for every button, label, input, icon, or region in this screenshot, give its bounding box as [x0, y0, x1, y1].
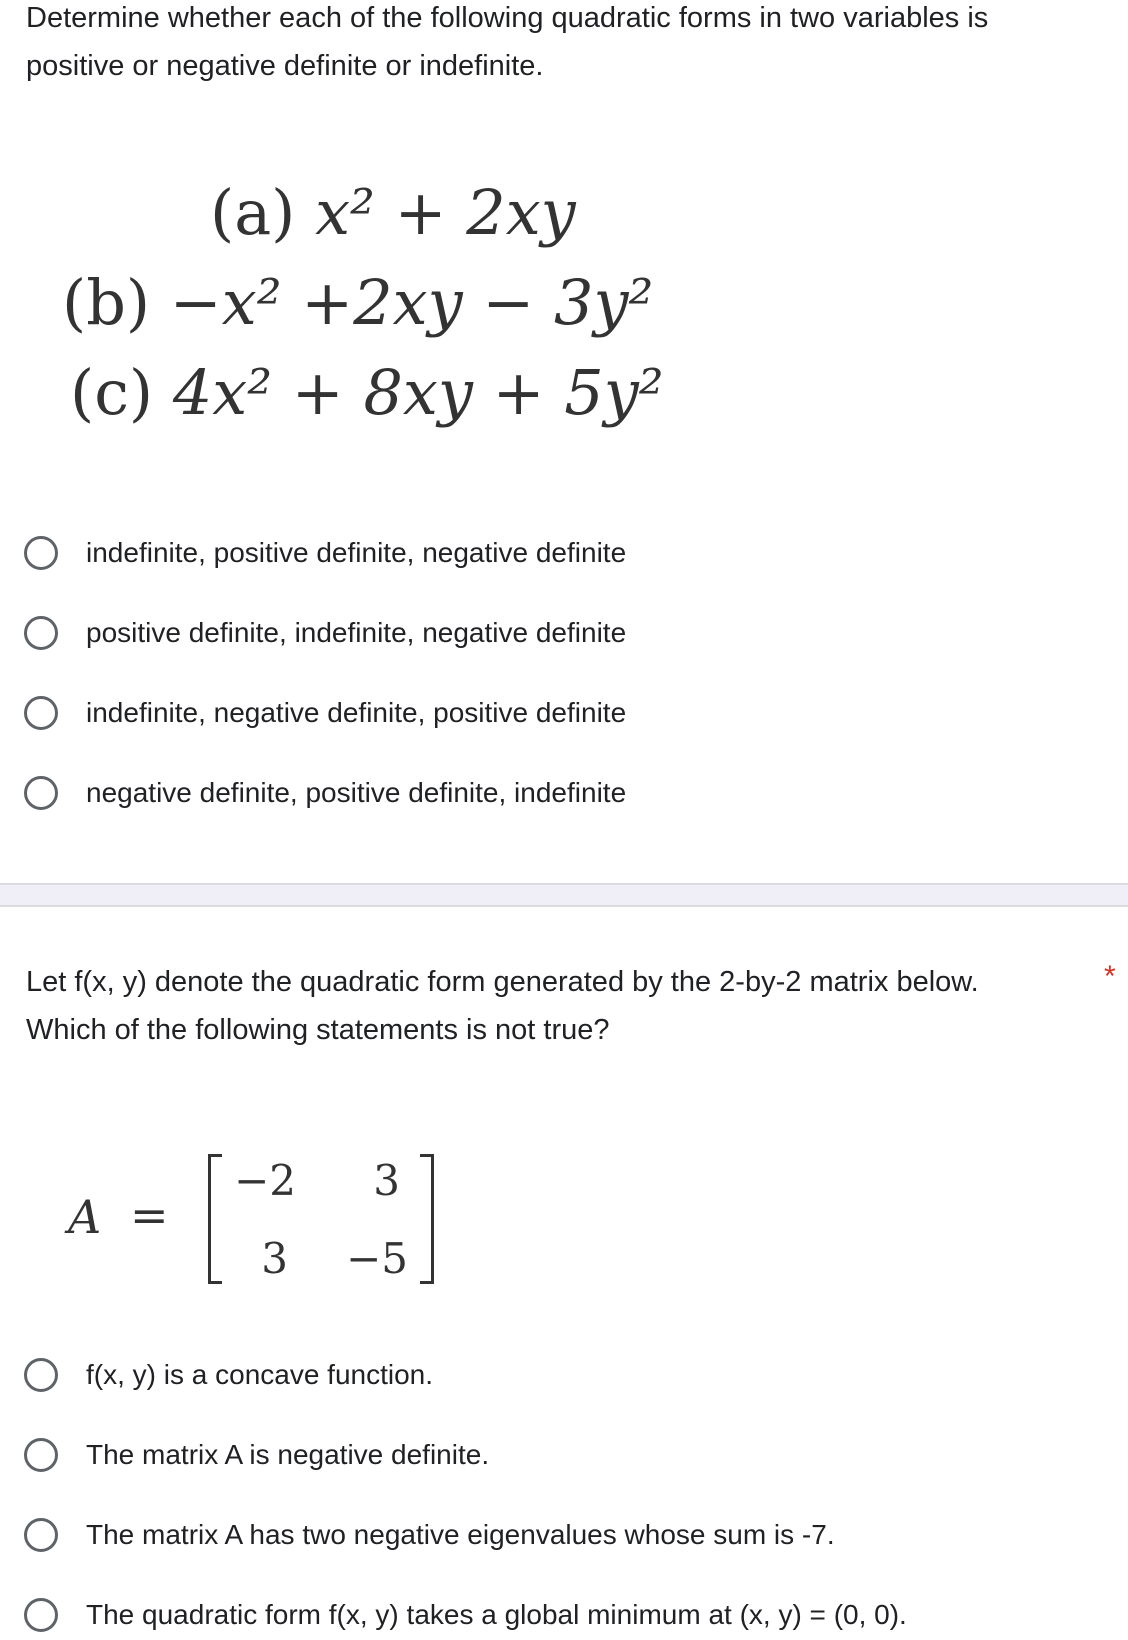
section-divider: [0, 883, 1128, 907]
radio-button[interactable]: [24, 1598, 58, 1632]
q1-option-2-label: positive definite, indefinite, negative definite: [86, 617, 627, 648]
question-2-line-1: Let f(x, y) denote the quadratic form generated by the 2-by-2 matrix below.: [26, 966, 979, 998]
radio-button[interactable]: [24, 776, 58, 810]
radio-button[interactable]: [24, 1518, 58, 1552]
formula-b-expr: −x² +2xy − 3y²: [169, 266, 654, 339]
question-1-line-2: positive or negative definite or indefinite.: [26, 50, 544, 82]
required-asterisk: *: [1104, 960, 1116, 993]
radio-button[interactable]: [24, 616, 58, 650]
formula-b: [62, 266, 654, 339]
radio-button[interactable]: [24, 1438, 58, 1472]
radio-button[interactable]: [24, 536, 58, 570]
q1-option-2[interactable]: [24, 608, 626, 658]
right-bracket: [420, 1154, 434, 1284]
formula-b-label: (b): [62, 266, 151, 339]
q2-option-3[interactable]: [24, 1510, 835, 1560]
radio-button[interactable]: [24, 1358, 58, 1392]
matrix-cell-12: 3: [373, 1156, 400, 1205]
equals-sign: =: [130, 1188, 169, 1242]
formula-a-expr: x² + 2xy: [315, 176, 576, 249]
q2-option-1-label: f(x, y) is a concave function.: [86, 1359, 434, 1390]
matrix-label: A: [68, 1190, 102, 1244]
formula-c-label: (c): [70, 356, 154, 429]
q2-option-1[interactable]: [24, 1350, 433, 1400]
formula-a: [210, 176, 576, 249]
q2-option-3-label: The matrix A has two negative eigenvalues whose sum is -7.: [86, 1519, 835, 1550]
q2-option-4-label: The quadratic form f(x, y) takes a global minimum at (x, y) = (0, 0).: [86, 1599, 907, 1630]
q1-option-4[interactable]: [24, 768, 626, 818]
question-1-text: [26, 0, 988, 90]
formula-a-label: (a): [210, 176, 296, 249]
matrix-cell-21: 3: [261, 1234, 288, 1283]
radio-button[interactable]: [24, 696, 58, 730]
q1-option-4-label: negative definite, positive definite, indefinite: [86, 777, 627, 808]
matrix-cell-22: −5: [346, 1234, 408, 1283]
q1-option-3-label: indefinite, negative definite, positive definite: [86, 697, 627, 728]
q1-option-1[interactable]: [24, 528, 626, 578]
question-2-line-2: Which of the following statements is not true?: [26, 1014, 610, 1046]
question-2-text: [26, 958, 979, 1054]
q1-option-1-label: indefinite, positive definite, negative definite: [86, 537, 627, 568]
q1-option-3[interactable]: [24, 688, 626, 738]
question-1-line-1: Determine whether each of the following quadratic forms in two variables is: [26, 2, 989, 34]
matrix-cell-11: −2: [234, 1156, 296, 1205]
q2-option-2[interactable]: [24, 1430, 489, 1480]
formula-c-expr: 4x² + 8xy + 5y²: [172, 356, 664, 429]
q2-option-2-label: The matrix A is negative definite.: [86, 1439, 490, 1470]
q2-option-4[interactable]: [24, 1590, 907, 1640]
formula-c: [70, 356, 664, 429]
